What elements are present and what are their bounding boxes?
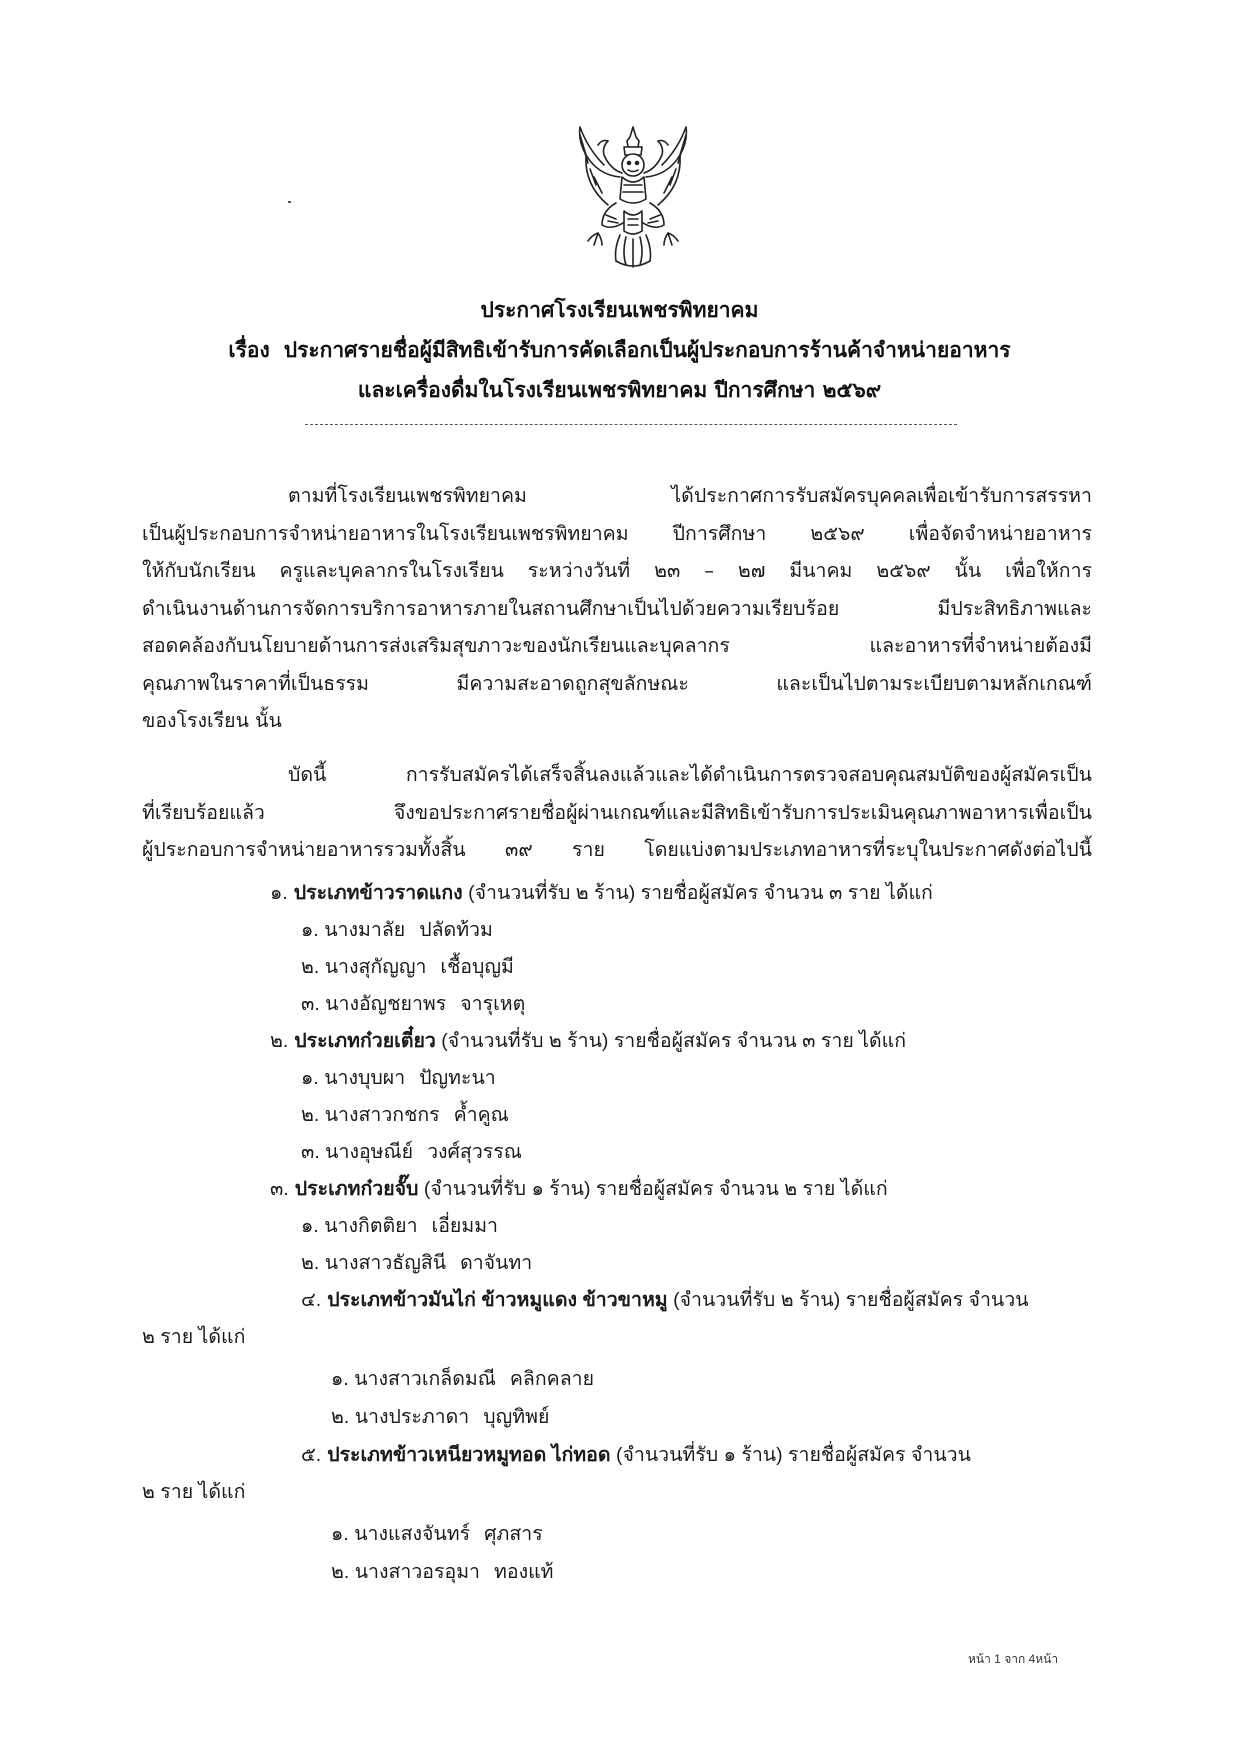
page-indicator: หน้า 1 จาก 4หน้า — [968, 1652, 1059, 1666]
category-number: ๕. — [301, 1444, 322, 1466]
applicant-item — [331, 1363, 594, 1394]
applicant-number: ๓. — [301, 993, 320, 1015]
applicant-last-name: ดาจันทา — [460, 1252, 533, 1274]
applicant-item — [331, 1518, 543, 1549]
applicant-item — [301, 988, 525, 1019]
category-number: ๓. — [270, 1178, 289, 1200]
applicant-first-name: นางสุกัญญา — [324, 956, 427, 978]
applicant-last-name: เอี่ยมมา — [431, 1215, 498, 1237]
applicant-first-name: นางสาวเกล็ดมณี — [354, 1368, 496, 1390]
applicant-first-name: นางอุษณีย์ — [325, 1141, 414, 1163]
applicant-item — [301, 1210, 498, 1241]
applicant-first-name: นางสาวกชกร — [324, 1104, 440, 1126]
paragraph-line: คุณภาพในราคาที่เป็นธรรม มีความสะอาดถูกสุขลักษณะ และเป็นไปตามระเบียบตามหลักเกณฑ์ — [142, 671, 1092, 695]
paragraph-intro — [142, 477, 1092, 740]
applicant-last-name: คลิกคลาย — [509, 1368, 595, 1390]
applicant-item — [301, 914, 493, 945]
paragraph-line: ของโรงเรียน นั้น — [142, 709, 282, 732]
category-name: ประเภทก๋วยเตี๋ยว — [294, 1030, 436, 1052]
applicant-number: ๒. — [331, 1406, 350, 1428]
applicant-number: ๑. — [331, 1523, 349, 1545]
category-name: ประเภทก๋วยจั๊บ — [294, 1178, 419, 1200]
announcement-subject-line-2: และเครื่องดื่มในโรงเรียนเพชรพิทยาคม ปีการศึกษา ๒๕๖๙ — [357, 378, 882, 402]
subject-label: เรื่อง — [228, 338, 270, 362]
paragraph-announcement — [142, 756, 1092, 869]
category-detail: (จำนวนที่รับ ๒ ร้าน) รายชื่อผู้สมัคร จำนวน — [673, 1289, 1029, 1311]
applicant-item — [301, 1247, 532, 1278]
applicant-last-name: ทองแท้ — [494, 1561, 554, 1583]
applicant-item — [331, 1401, 549, 1432]
paragraph-line: สอดคล้องกับนโยบายด้านการส่งเสริมสุขภาวะของนักเรียนและบุคลากร และอาหารที่จำหน่ายต้องมี — [142, 634, 1092, 657]
applicant-first-name: นางอัญชยาพร — [325, 993, 447, 1015]
applicant-first-name: นางสาวอรอุมา — [354, 1561, 481, 1583]
subject-text: ประกาศรายชื่อผู้มีสิทธิเข้ารับการคัดเลือกเป็นผู้ประกอบการร้านค้าจำหน่ายอาหาร — [283, 338, 1011, 362]
applicant-first-name: นางสาวธัญสินี — [324, 1252, 447, 1274]
paragraph-line: ให้กับนักเรียน ครูและบุคลากรในโรงเรียน ระหว่างวันที่ ๒๓ – ๒๗ มีนาคม ๒๕๖๙ นั้น เพื่อให้การ — [142, 559, 1092, 582]
category-heading — [270, 1173, 888, 1204]
category-detail: (จำนวนที่รับ ๑ ร้าน) รายชื่อผู้สมัคร จำนวน — [615, 1444, 971, 1466]
category-heading — [301, 1284, 1029, 1315]
category-number: ๔. — [301, 1289, 322, 1311]
paragraph-line: บัดนี้ การรับสมัครได้เสร็จสิ้นลงแล้วและได้ดำเนินการตรวจสอบคุณสมบัติของผู้สมัครเป็น — [288, 763, 1092, 786]
category-heading — [270, 877, 933, 908]
category-name: ประเภทข้าวเหนียวหมูทอด ไก่ทอด — [327, 1444, 611, 1466]
applicant-number: ๒. — [331, 1561, 350, 1583]
category-continuation: ๒ ราย ได้แก่ — [142, 1481, 246, 1503]
applicant-number: ๑. — [331, 1368, 349, 1390]
applicant-number: ๑. — [301, 919, 319, 941]
applicant-first-name: นางมาลัย — [324, 919, 406, 941]
applicant-last-name: จารุเหตุ — [460, 993, 526, 1015]
paragraph-line: เป็นผู้ประกอบการจำหน่ายอาหารในโรงเรียนเพชรพิทยาคม ปีการศึกษา ๒๕๖๙ เพื่อจัดจำหน่ายอาหาร — [142, 521, 1092, 545]
paragraph-line: ดำเนินงานด้านการจัดการบริการอาหารภายในสถานศึกษาเป็นไปด้วยความเรียบร้อย มีประสิทธิภาพและ — [142, 596, 1092, 620]
applicant-item — [301, 951, 514, 982]
category-name: ประเภทข้าวมันไก่ ข้าวหมูแดง ข้าวขาหมู — [327, 1289, 668, 1311]
applicant-item — [301, 1099, 509, 1130]
category-heading — [270, 1025, 906, 1056]
announcement-title: ประกาศโรงเรียนเพชรพิทยาคม — [480, 298, 759, 322]
category-number: ๑. — [270, 882, 288, 904]
applicant-last-name: วงศ์สุวรรณ — [427, 1141, 522, 1163]
applicant-last-name: เชื้อบุญมี — [440, 956, 514, 978]
applicant-last-name: บุญทิพย์ — [483, 1406, 550, 1428]
category-name: ประเภทข้าวราดแกง — [293, 882, 463, 904]
applicant-last-name: ปัญทะนา — [419, 1067, 496, 1089]
applicant-number: ๒. — [301, 1252, 320, 1274]
category-detail: (จำนวนที่รับ ๑ ร้าน) รายชื่อผู้สมัคร จำนวน ๒ ราย ได้แก่ — [423, 1178, 888, 1200]
applicant-number: ๑. — [301, 1215, 319, 1237]
applicant-last-name: ปลัดท้วม — [419, 919, 493, 941]
applicant-item — [301, 1062, 496, 1093]
applicant-last-name: ค้ำคูณ — [453, 1104, 509, 1126]
applicant-number: ๑. — [301, 1067, 319, 1089]
applicant-number: ๒. — [301, 1104, 320, 1126]
applicant-number: ๓. — [301, 1141, 320, 1163]
paragraph-line: ตามที่โรงเรียนเพชรพิทยาคม ได้ประกาศการรับสมัครบุคคลเพื่อเข้ารับการสรรหา — [288, 484, 1092, 507]
category-detail: (จำนวนที่รับ ๒ ร้าน) รายชื่อผู้สมัคร จำนวน ๓ ราย ได้แก่ — [468, 882, 933, 904]
applicant-first-name: นางประภาดา — [354, 1406, 470, 1428]
applicant-first-name: นางบุบผา — [324, 1067, 406, 1089]
paragraph-line: ที่เรียบร้อยแล้ว จึงขอประกาศรายชื่อผู้ผ่านเกณฑ์และมีสิทธิเข้ารับการประเมินคุณภาพอาหารเพื่อเป็น — [142, 800, 1092, 824]
applicant-number: ๒. — [301, 956, 320, 978]
category-number: ๒. — [270, 1030, 289, 1052]
applicant-first-name: นางแสงจันทร์ — [354, 1523, 471, 1545]
scan-speck — [288, 201, 291, 203]
applicant-first-name: นางกิตติยา — [324, 1215, 418, 1237]
applicant-item — [331, 1556, 554, 1587]
category-detail: (จำนวนที่รับ ๒ ร้าน) รายชื่อผู้สมัคร จำนวน ๓ ราย ได้แก่ — [441, 1030, 907, 1052]
header-divider — [305, 424, 957, 425]
garuda-emblem-icon — [558, 115, 708, 275]
announcement-subject-line-1 — [0, 334, 1239, 367]
category-continuation: ๒ ราย ได้แก่ — [142, 1326, 246, 1348]
applicant-item — [301, 1136, 522, 1167]
paragraph-line: ผู้ประกอบการจำหน่ายอาหารรวมทั้งสิ้น ๓๙ ราย โดยแบ่งตามประเภทอาหารที่ระบุในประกาศดังต่อไปนี้ — [142, 838, 1092, 861]
applicant-last-name: ศุภสาร — [484, 1523, 543, 1545]
category-heading — [301, 1439, 971, 1470]
